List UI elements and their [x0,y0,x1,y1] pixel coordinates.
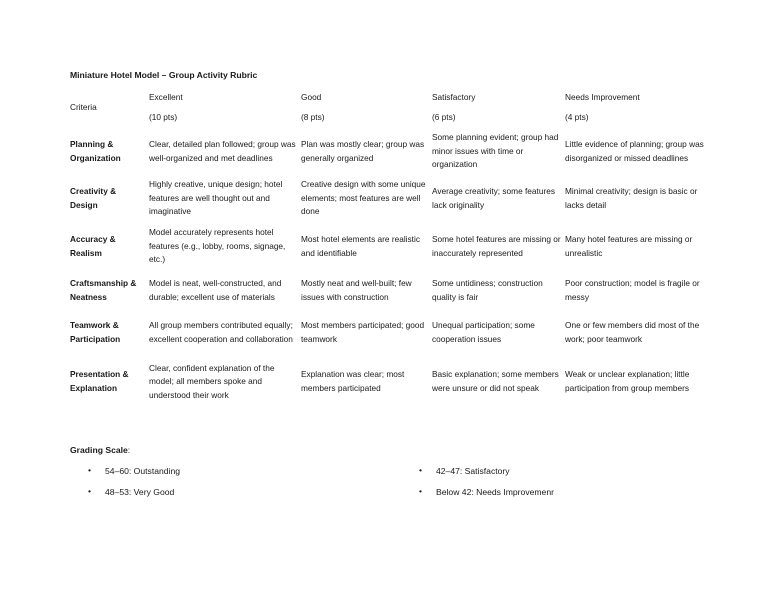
rubric-cell: Some planning evident; group had minor issues with time or organization [432,132,559,170]
points-needs-improvement: (4 pts) [565,112,589,123]
rubric-cell: Model accurately represents hotel features (e.g., lobby, rooms, signage, etc.) [149,227,286,265]
grade-range-text: 48–53: Very Good [105,487,175,497]
rubric-cell: Weak or unclear explanation; little participation from group members [565,369,690,393]
rubric-cell: All group members contributed equally; excellent cooperation and collaboration [149,320,293,344]
rubric-row [68,222,708,271]
grading-scale-list-left [88,465,180,507]
rubric-cell: Some untidiness; construction quality is fair [432,277,543,302]
rubric-cell: One or few members did most of the work; poor teamwork [565,320,700,344]
grading-scale-list-right [419,465,554,507]
bullet-icon: • [88,465,92,475]
criterion-label: Teamwork & Participation [70,320,121,344]
rubric-cell: Most members participated; good teamwork [301,320,425,344]
rubric-cell: Unequal participation; some cooperation issues [432,320,535,344]
rubric-cell: Basic explanation; some members were unsure or did not speak [432,369,559,393]
rubric-cell: Plan was mostly clear; group was generally organized [301,138,425,163]
rubric-cell: Most hotel elements are realistic and identifiable [301,233,420,258]
rubric-cell: Clear, detailed plan followed; group was well-organized and met deadlines [149,138,296,163]
rubric-row [68,175,708,222]
list-item [88,486,180,507]
list-item [419,486,554,507]
rubric-cell: Mostly neat and well-built; few issues with construction [301,277,412,302]
criterion-label: Craftsmanship & Neatness [70,277,137,302]
rubric-cell: Highly creative, unique design; hotel features are well thought out and imaginative [149,179,283,217]
grade-range-text: 54–60: Outstanding [105,466,181,476]
rubric-cell: Minimal creativity; design is basic or lacks detail [565,185,698,210]
list-item [88,465,180,486]
bullet-icon: • [88,486,92,496]
rubric-row [68,310,708,356]
rubric-cell: Some hotel features are missing or inaccurately represented [432,233,561,258]
criterion-label: Presentation & Explanation [70,369,129,393]
points-good: (8 pts) [301,112,325,123]
rubric-cell: Explanation was clear; most members participated [301,369,405,393]
rubric-cell: Clear, confident explanation of the model; all members spoke and understood their work [149,362,275,400]
points-satisfactory: (6 pts) [432,112,456,123]
rubric-cell: Poor construction; model is fragile or messy [565,277,700,302]
grading-scale-colon: : [127,445,131,455]
bullet-icon: • [419,486,423,496]
rubric-row [68,356,708,408]
level-header-satisfactory: Satisfactory [432,92,476,103]
grading-scale-label: Grading Scale [70,445,128,455]
rubric-cell: Model is neat, well-constructed, and durable; excellent use of materials [149,277,282,302]
points-excellent: (10 pts) [149,112,178,123]
criterion-label: Accuracy & Realism [70,233,116,258]
level-header-needs-improvement: Needs Improvement [565,92,640,103]
grade-range-text: Below 42: Needs Improvemenr [436,487,554,497]
level-header-good: Good [301,92,322,103]
list-item [419,465,554,486]
rubric-cell: Average creativity; some features lack originality [432,185,555,210]
document-title: Miniature Hotel Model – Group Activity Rubric [70,70,258,80]
rubric-table [68,88,708,408]
criterion-label: Planning & Organization [70,138,121,163]
rubric-row [68,271,708,310]
criteria-header: Criteria [70,102,97,113]
grading-scale-title [70,445,130,455]
level-header-excellent: Excellent [149,92,183,103]
bullet-icon: • [419,465,423,475]
header-row-points [68,108,708,128]
rubric-cell: Creative design with some unique elements; most features are well done [301,179,426,217]
header-row-levels [68,88,708,108]
rubric-cell: Many hotel features are missing or unrealistic [565,233,693,258]
criterion-label: Creativity & Design [70,185,117,210]
grade-range-text: 42–47: Satisfactory [436,466,510,476]
rubric-row [68,128,708,175]
rubric-cell: Little evidence of planning; group was disorganized or missed deadlines [565,138,704,163]
